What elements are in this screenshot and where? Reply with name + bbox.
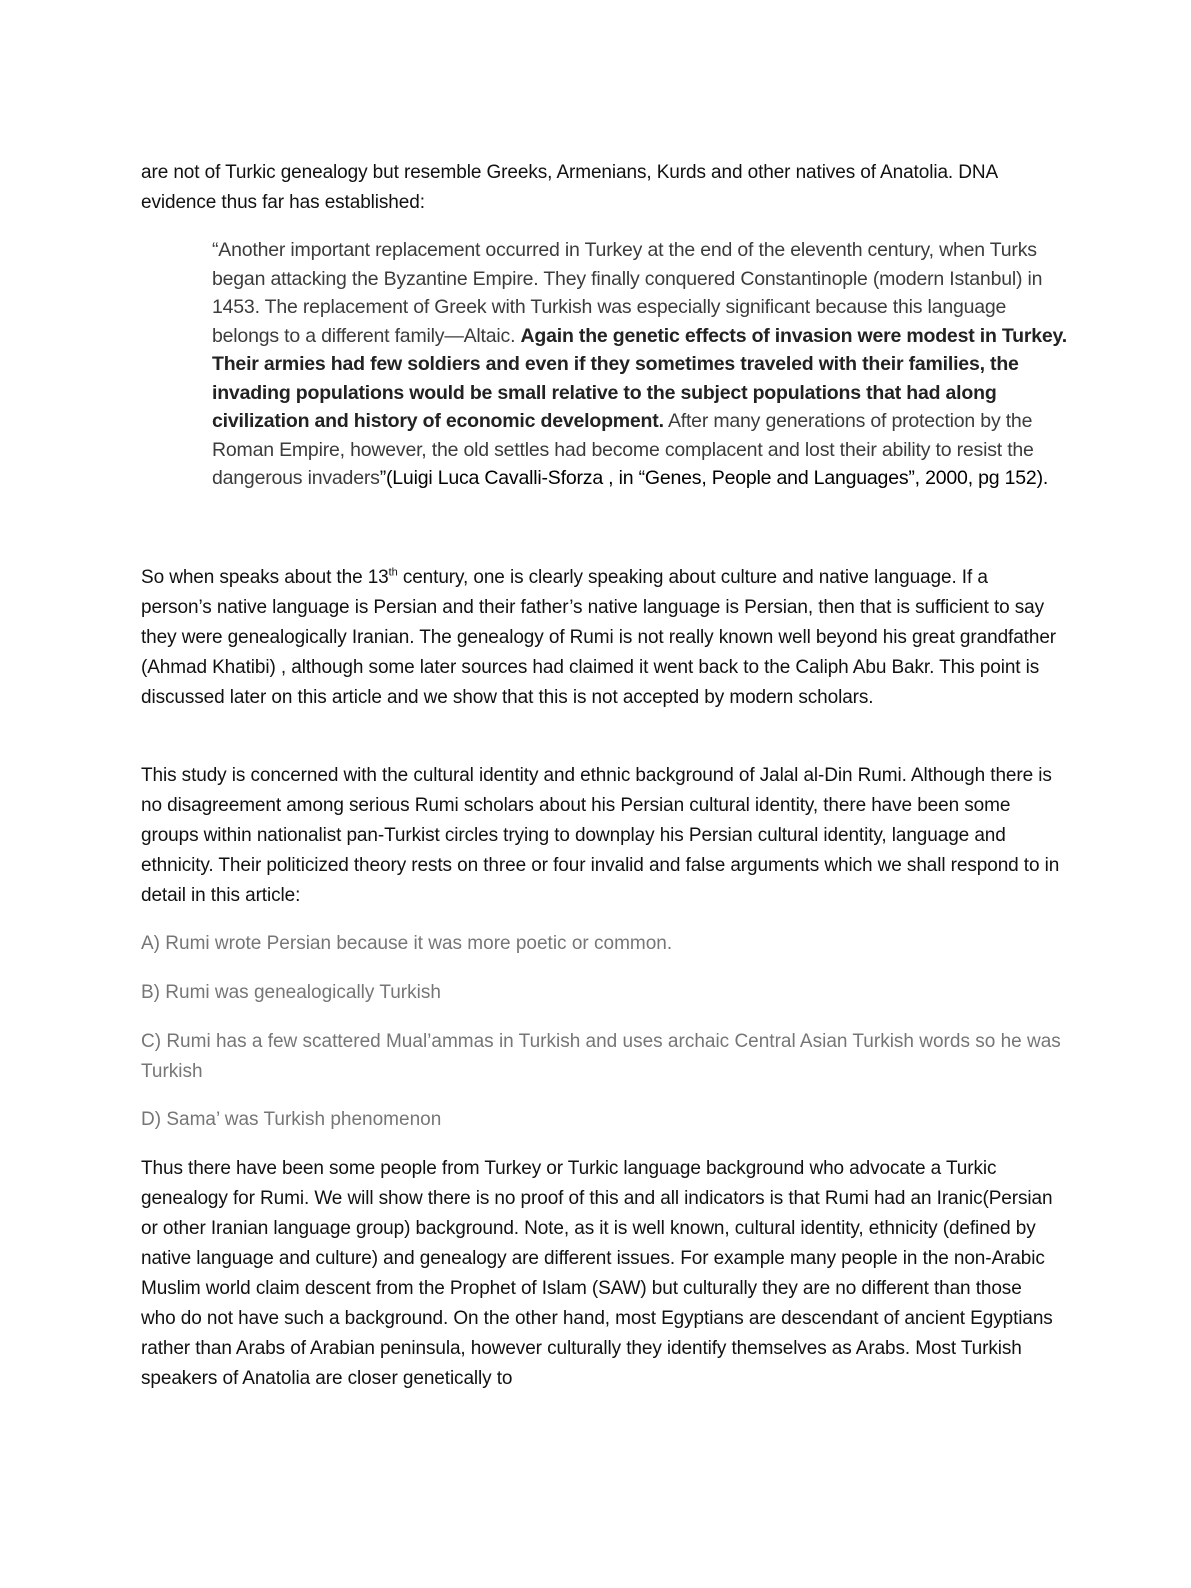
quote-text-part1: “Another important replacement occurred in Turkey at the end of the eleventh century, when Turks began attacking the Byzantine Empire. They finally conquered Constantinople (modern Istanbul) in 1453. The replacement of Greek with Turkish was especially significant because this language belongs to a different family—Altaic. (212, 239, 1043, 347)
paragraph-study: This study is concerned with the cultural identity and ethnic background of Jalal al-Din Rumi. Although there is no disagreement among serious Rumi scholars about his Persian cultural identity, there have been some groups within nationalist pan-Turkist circles trying to downplay his Persian cultural identity, language and ethnicity. Their politicized theory rests on three or four invalid and false arguments which we shall respond to in detail in this article: (141, 765, 1060, 906)
quote-bold-text: Again the genetic effects of invasion were modest in Turkey. Their armies had few soldiers and even if they sometimes traveled with their families, the invading populations would be small relative to the subject populations that had along civilization and history of economic development. (212, 324, 1067, 432)
paragraph-intro: are not of Turkic genealogy but resemble Greeks, Armenians, Kurds and other natives of Anatolia. DNA evidence thus far has established: (141, 162, 998, 213)
argument-b: B) Rumi was genealogically Turkish (141, 982, 441, 1003)
paragraph-century-rest: century, one is clearly speaking about culture and native language. If a person’s native language is Persian and their father’s native language is Persian, then that is sufficient to say they were genealogically Iranian. The genealogy of Rumi is not really known well beyond his great grandfather (Ahmad Khatibi) , although some later sources had claimed it went back to the Caliph Abu Bakr. This point is discussed later on this article and we show that this is not accepted by modern scholars. (141, 567, 1057, 708)
paragraph-thus: Thus there have been some people from Turkey or Turkic language background who advocate a Turkic genealogy for Rumi. We will show there is no proof of this and all indicators is that Rumi had an Iranic(Persian or other Iranian language group) background. Note, as it is well known, cultural identity, ethnicity (defined by native language and culture) and genealogy are different issues. For example many people in the non-Arabic Muslim world claim descent from the Prophet of Islam (SAW) but culturally they are no different than those who do not have such a background. On the other hand, most Egyptians are descendant of ancient Egyptians rather than Arabs of Arabian peninsula, however culturally they identify themselves as Arabs. Most Turkish speakers of Anatolia are closer genetically to (141, 1158, 1053, 1389)
argument-a: A) Rumi wrote Persian because it was more poetic or common. (141, 933, 673, 954)
quote-text-part2: After many generations of protection by the Roman Empire, however, the old settles had become complacent and lost their ability to resist the dangerous invaders (212, 410, 1034, 489)
block-quote (212, 236, 1070, 493)
argument-c: C) Rumi has a few scattered Mual’ammas in Turkish and uses archaic Central Asian Turkish words so he was Turkish (141, 1031, 1061, 1082)
paragraph-century-start: So when speaks about the 13 (141, 567, 389, 588)
paragraph-century (141, 563, 1061, 713)
quote-citation: ”(Luigi Luca Cavalli-Sforza , in “Genes, People and Languages”, 2000, pg 152). (379, 467, 1049, 489)
argument-d: D) Sama’ was Turkish phenomenon (141, 1109, 442, 1130)
ordinal-superscript: th (388, 566, 398, 579)
